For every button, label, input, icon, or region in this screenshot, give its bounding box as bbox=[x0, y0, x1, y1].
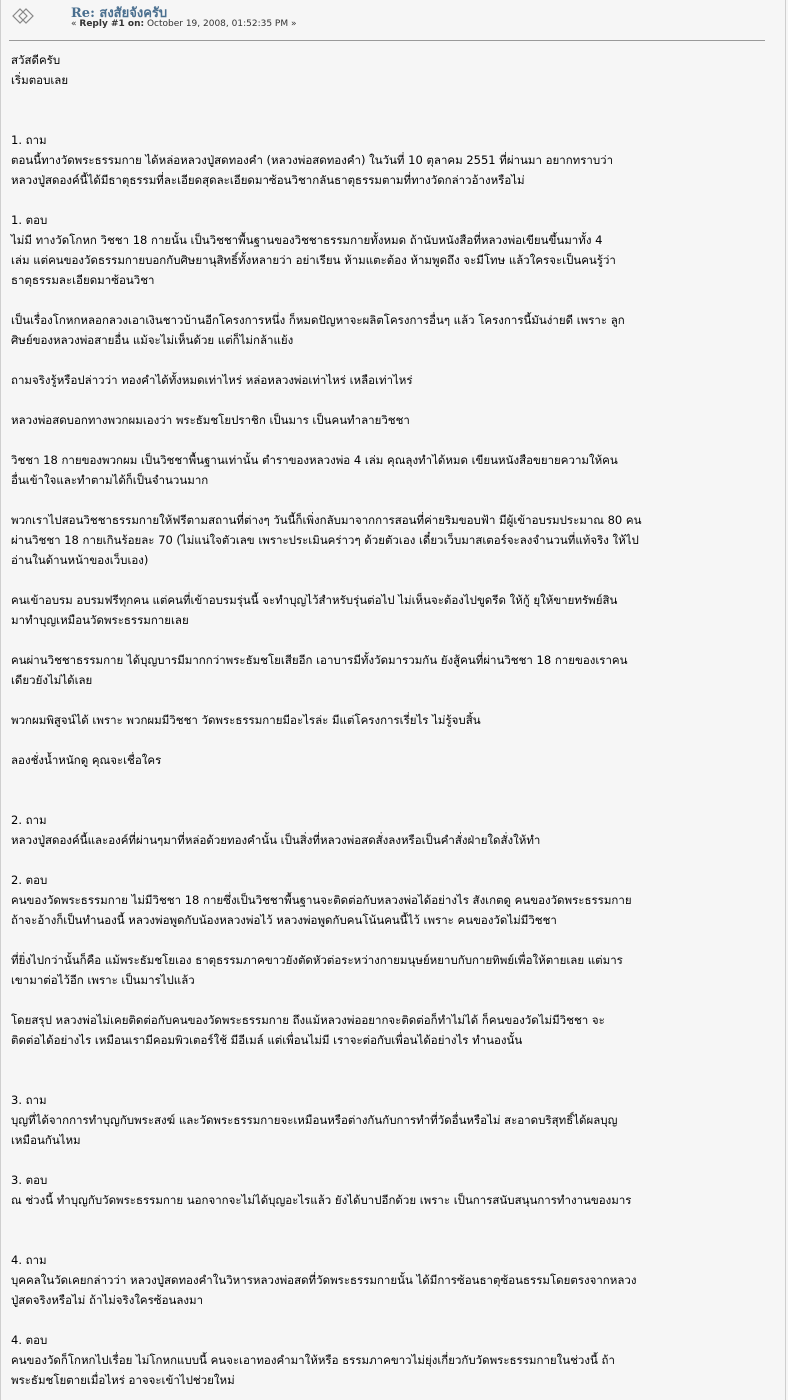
post-text-line: 4. ถาม bbox=[11, 1253, 47, 1267]
post-text-line: 2. ตอบ bbox=[11, 873, 48, 887]
reply-date: October 19, 2008, 01:52:35 PM bbox=[146, 19, 289, 29]
reply-label: Reply #1 on: bbox=[79, 19, 145, 29]
post-paragraph bbox=[11, 50, 767, 90]
post-paragraph bbox=[11, 450, 767, 490]
post-text-line: 1. ตอบ bbox=[11, 213, 48, 227]
post-paragraph bbox=[11, 370, 767, 390]
paragraph-spacer bbox=[11, 850, 767, 870]
reply-prefix: « bbox=[71, 19, 77, 29]
post-text-line: สวัสดีครับ bbox=[11, 53, 61, 67]
post-text-line: 3. ถาม bbox=[11, 1093, 47, 1107]
paragraph-spacer bbox=[11, 930, 767, 950]
post-text-line: หลวงพ่อสดบอกทางพวกผมเองว่า พระธัมชโยปราชิก เป็นมาร เป็นคนทำลายวิชชา bbox=[11, 413, 410, 427]
post-text-line: ลองชั่งน้ำหนักดู คุณจะเชื่อใคร bbox=[11, 753, 162, 767]
post-text-line: คนผ่านวิชชาธรรมกาย ได้บุญบารมีมากกว่าพระธัมชโยเสียอีก เอาบารมีทั้งวัดมารวมกัน ยังสู้คนที่ผ่านวิชชา 18 กายของเราคน bbox=[11, 653, 628, 667]
post-text-line: ตอนนี้ทางวัดพระธรรมกาย ได้หล่อหลวงปู่สดทองคำ (หลวงพ่อสดทองคำ) ในวันที่ 10 ตุลาคม 2551 ที่ผ่านมา อยากทราบว่า bbox=[11, 153, 614, 167]
post-text-line: บุญที่ได้จากการทำบุญกับพระสงฆ์ และวัดพระธรรมกายจะเหมือนหรือต่างกันกับการทำที่วัดอื่นหรือไม่ สะอาดบริสุทธิ์ได้ผลบุญ bbox=[11, 1113, 618, 1127]
reply-suffix: » bbox=[290, 19, 297, 29]
post-text-line: เหมือนกันไหม bbox=[11, 1133, 81, 1147]
post-text-line: ปู่สดจริงหรือไม่ ถ้าไม่จริงใครซ้อนลงมา bbox=[11, 1293, 204, 1307]
post-text-line: ธาตุธรรมละเอียดมาซ้อนวิชา bbox=[11, 273, 155, 287]
post-text-line: พวกเราไปสอนวิชชาธรรมกายให้ฟรีตามสถานที่ต่างๆ วันนี้ก็เพิ่งกลับมาจากการสอนที่ค่ายริมขอบฟ้า มีผู้เข้าอบรมประมาณ 80 คน bbox=[11, 513, 642, 527]
post-paragraph bbox=[11, 1090, 767, 1150]
paragraph-spacer bbox=[11, 1210, 767, 1250]
reply-meta bbox=[71, 19, 297, 29]
post-text-line: คนเข้าอบรม อบรมฟรีทุกคน แต่คนที่เข้าอบรมรุ่นนี้ จะทำบุญไว้สำหรับรุ่นต่อไป ไม่เห็นจะต้องไปขูดรีด ให้กู้ ยุให้ขายทรัพย์สิน bbox=[11, 593, 618, 607]
post-title-link[interactable]: Re: สงสัยจังครับ bbox=[71, 6, 168, 21]
post-text-line: ติดต่อได้อย่างไร เหมือนเรามีคอมพิวเตอร์ใช้ มีอีเมล์ แต่เพื่อนไม่มี เราจะต่อกับเพื่อนได้อย่างไร ทำนองนั้น bbox=[11, 1033, 523, 1047]
post-text-line: ผ่านวิชชา 18 กายเกินร้อยละ 70 (ไม่แน่ใจตัวเลข เพราะประเมินคร่าวๆ ด้วยตัวเอง เดี๋ยวเว็บมาสเตอร์จะลงจำนวนที่แท้จริง ให้ไป bbox=[11, 533, 639, 547]
paragraph-spacer bbox=[11, 90, 767, 130]
paragraph-spacer bbox=[11, 430, 767, 450]
post-text-line: หลวงปู่สดองค์นี้และองค์ที่ผ่านๆมาที่หล่อด้วยทองคำนั้น เป็นสิ่งที่หลวงพ่อสดสั่งลงหรือเป็นคำสั่งฝ่ายใดสั่งให้ทำ bbox=[11, 833, 541, 847]
post-text-line: มาทำบุญเหมือนวัดพระธรรมกายเลย bbox=[11, 613, 189, 627]
post-header bbox=[1, 0, 787, 42]
post-paragraph bbox=[11, 130, 767, 190]
paragraph-spacer bbox=[11, 350, 767, 370]
paragraph-spacer bbox=[11, 1050, 767, 1090]
post-paragraph bbox=[11, 210, 767, 290]
post-paragraph bbox=[11, 870, 767, 930]
post-text-line: โดยสรุป หลวงพ่อไม่เคยติดต่อกับคนของวัดพระธรรมกาย ถึงแม้หลวงพ่ออยากจะติดต่อก็ทำไม่ได้ ก็คนของวัดไม่มีวิชชา จะ bbox=[11, 1013, 605, 1027]
paragraph-spacer bbox=[11, 630, 767, 650]
paragraph-spacer bbox=[11, 990, 767, 1010]
post-text-line: ที่ยิ่งไปกว่านั้นก็คือ แม้พระธัมชโยเอง ธาตุธรรมภาคขาวยังตัดหัวต่อระหว่างกายมนุษย์หยาบกับกายทิพย์เพื่อให้ตายเลย แต่มาร bbox=[11, 953, 623, 967]
post-paragraph bbox=[11, 1330, 767, 1390]
paragraph-spacer bbox=[11, 730, 767, 750]
post-text-line: ศิษย์ของหลวงพ่อสายอื่น แม้จะไม่เห็นด้วย แต่ก็ไม่กล้าแย้ง bbox=[11, 333, 294, 347]
post-text-line: เป็นเรื่องโกหกหลอกลวงเอาเงินชาวบ้านอีกโครงการหนึ่ง ก็หมดปัญหาจะผลิตโครงการอื่นๆ แล้ว โครงการนี้มันง่ายดี เพราะ ลูก bbox=[11, 313, 625, 327]
post-paragraph bbox=[11, 950, 767, 990]
paragraph-spacer bbox=[11, 570, 767, 590]
post-text-line: 4. ตอบ bbox=[11, 1333, 48, 1347]
post-paragraph bbox=[11, 410, 767, 430]
post-paragraph bbox=[11, 810, 767, 850]
post-text-line: คนของวัดก็โกหกไปเรื่อย ไม่โกหกแบบนี้ คนจะเอาทองคำมาให้หรือ ธรรมภาคขาวไม่ยุ่งเกี่ยวกับวัดพระธรรมกายในช่วงนี้ ถ้า bbox=[11, 1353, 615, 1367]
post-paragraph bbox=[11, 510, 767, 570]
post-paragraph bbox=[11, 650, 767, 690]
paragraph-spacer bbox=[11, 390, 767, 410]
post-paragraph bbox=[11, 1170, 767, 1210]
post-paragraph bbox=[11, 750, 767, 770]
post-text-line: เขามาต่อไว้อีก เพราะ เป็นมารไปแล้ว bbox=[11, 973, 195, 987]
post-text-line: 3. ตอบ bbox=[11, 1173, 48, 1187]
post-text-line: ไม่มี ทางวัดโกหก วิชชา 18 กายนั้น เป็นวิชชาพื้นฐานของวิชชาธรรมกายทั้งหมด ถ้านับหนังสือที่หลวงพ่อเขียนขึ้นมาทั้ง 4 bbox=[11, 233, 603, 247]
post-paragraph bbox=[11, 310, 767, 350]
paragraph-spacer bbox=[11, 770, 767, 810]
paragraph-spacer bbox=[11, 1150, 767, 1170]
post-text-line: พวกผมพิสูจน์ได้ เพราะ พวกผมมีวิชชา วัดพระธรรมกายมีอะไรล่ะ มีแต่โครงการเรี่ยไร ไม่รู้จบสิ้น bbox=[11, 713, 481, 727]
post-text-line: เดียวยังไม่ได้เลย bbox=[11, 673, 93, 687]
post-text-line: พระธัมชโยตายเมื่อไหร่ อาจจะเข้าไปช่วยใหม่ bbox=[11, 1373, 235, 1387]
post-topic-icon bbox=[9, 4, 37, 28]
header-divider bbox=[9, 40, 765, 41]
post-text-line: ถ้าจะอ้างก็เป็นทำนองนี้ หลวงพ่อพูดกับน้องหลวงพ่อไว้ หลวงพ่อพูดกับคนโน้นคนนี้ไว้ เพราะ คนของวัดไม่มีวิชชา bbox=[11, 913, 557, 927]
post-paragraph bbox=[11, 590, 767, 630]
paragraph-spacer bbox=[11, 490, 767, 510]
post-text-line: 1. ถาม bbox=[11, 133, 47, 147]
paragraph-spacer bbox=[11, 690, 767, 710]
post-text-line: บุคคลในวัดเคยกล่าวว่า หลวงปู่สดทองคำในวิหารหลวงพ่อสดที่วัดพระธรรมกายนั้น ได้มีการซ้อนธาตุซ้อนธรรมโดยตรงจากหลวง bbox=[11, 1273, 637, 1287]
post-text-line: อ่านในด้านหน้าของเว็บเอง) bbox=[11, 553, 149, 567]
paragraph-spacer bbox=[11, 1310, 767, 1330]
post-paragraph bbox=[11, 1250, 767, 1310]
paragraph-spacer bbox=[11, 290, 767, 310]
post-text-line: วิชชา 18 กายของพวกผม เป็นวิชชาพื้นฐานเท่านั้น ตำราของหลวงพ่อ 4 เล่ม คุณลุงทำได้หมด เขียนหนังสือขยายความให้คน bbox=[11, 453, 618, 467]
post-paragraph bbox=[11, 1010, 767, 1050]
post-text-line: 2. ถาม bbox=[11, 813, 47, 827]
post-text-line: ณ ช่วงนี้ ทำบุญกับวัดพระธรรมกาย นอกจากจะไม่ได้บุญอะไรแล้ว ยังได้บาปอีกด้วย เพราะ เป็นการสนับสนุนการทำงานของมาร bbox=[11, 1193, 632, 1207]
post-text-line: หลวงปู่สดองค์นี้ได้มีธาตุธรรมที่ละเอียดสุดละเอียดมาซ้อนวิชากลันธาตุธรรมตามที่ทางวัดกล่าวอ้างหรือไม่ bbox=[11, 173, 525, 187]
paragraph-spacer bbox=[11, 190, 767, 210]
post-text-line: คนของวัดพระธรรมกาย ไม่มีวิชชา 18 กายซึ่งเป็นวิชชาพื้นฐานจะติดต่อกับหลวงพ่อได้อย่างไร สังเกตดู คนของวัดพระธรรมกาย bbox=[11, 893, 632, 907]
post-text-line: อื่นเข้าใจและทำตามได้ก็เป็นจำนวนมาก bbox=[11, 473, 209, 487]
post-text-line: เล่ม แต่คนของวัดธรรมกายบอกกับศิษยานุสิทธิ์ทั้งหลายว่า อย่าเรียน ห้ามแตะต้อง ห้ามพูดถึง จะมีโทษ แล้วใครจะเป็นคนรู้ว่า bbox=[11, 253, 616, 267]
post-body bbox=[11, 50, 767, 1390]
post-text-line: ถามจริงรู้หรือปล่าวว่า ทองคำได้ทั้งหมดเท่าไหร่ หล่อหลวงพ่อเท่าไหร่ เหลือเท่าไหร่ bbox=[11, 373, 413, 387]
post-paragraph bbox=[11, 710, 767, 730]
post-text-line: เริ่มตอบเลย bbox=[11, 73, 69, 87]
